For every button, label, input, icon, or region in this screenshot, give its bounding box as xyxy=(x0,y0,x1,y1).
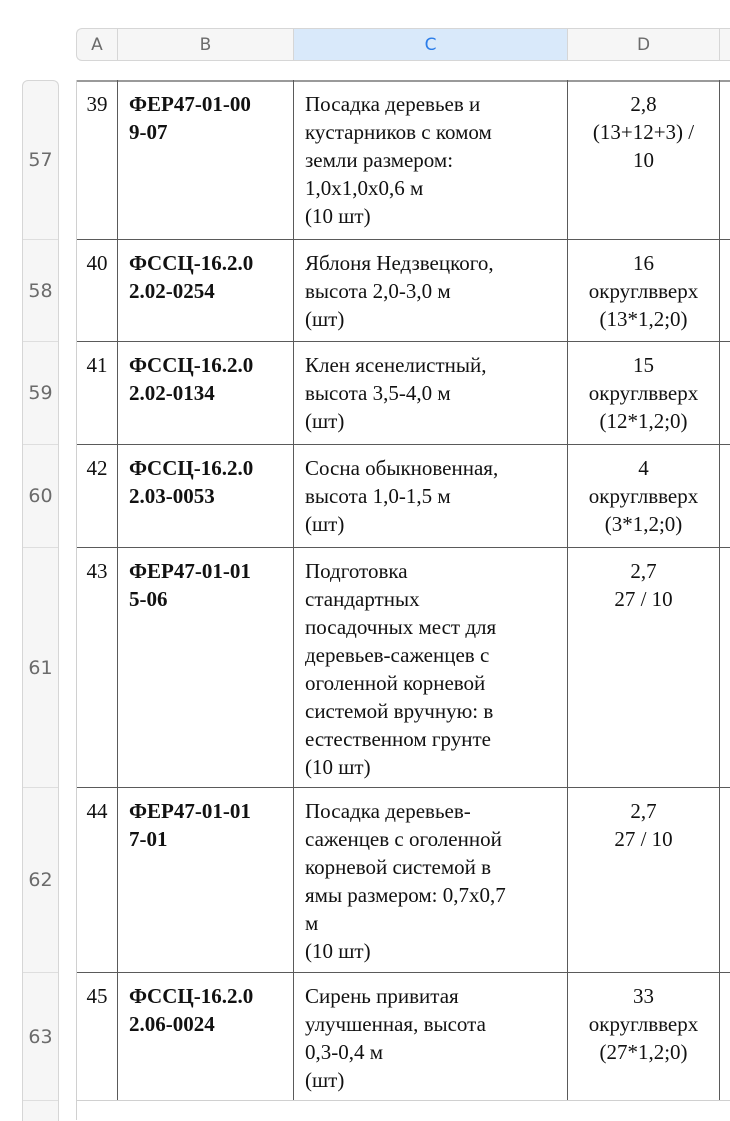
column-header-e[interactable] xyxy=(720,29,730,60)
cell-code[interactable] xyxy=(118,444,294,547)
cell-description[interactable] xyxy=(294,341,568,444)
cell-code-line: 7-01 xyxy=(129,827,168,851)
cell-code-line: 2.06-0024 xyxy=(129,1012,215,1036)
cell-quantity[interactable] xyxy=(568,444,720,547)
cell-description[interactable] xyxy=(294,547,568,787)
cell-quantity-line: округлвверх xyxy=(588,381,699,405)
cell-e[interactable] xyxy=(720,341,730,444)
cell-quantity-line: (13*1,2;0) xyxy=(599,307,688,331)
cell-code-line: 5-06 xyxy=(129,587,168,611)
cell-number[interactable]: 42 xyxy=(77,444,118,547)
cell-quantity-line: (13+12+3) / xyxy=(592,120,695,144)
column-header-a[interactable]: A xyxy=(77,29,118,60)
cell-description-line: 0,3-0,4 м xyxy=(305,1040,384,1064)
cell-e[interactable] xyxy=(720,972,730,1100)
cell-description-line: (шт) xyxy=(305,512,345,536)
cell-description-line: Посадка деревьев- xyxy=(305,799,471,823)
cell-description-line: высота 2,0-3,0 м xyxy=(305,279,451,303)
cell-quantity-line: 16 xyxy=(633,251,654,275)
cell-number[interactable]: 41 xyxy=(77,341,118,444)
cell-code-line: ФЕР47-01-01 xyxy=(129,559,251,583)
column-header-d[interactable]: D xyxy=(568,29,720,60)
table-row xyxy=(77,239,730,342)
cell-quantity-line: (3*1,2;0) xyxy=(604,512,683,536)
cell-description-line: высота 3,5-4,0 м xyxy=(305,381,451,405)
table-row xyxy=(77,80,730,240)
cell-description-line: стандартных xyxy=(305,587,420,611)
row-header-63[interactable]: 63 xyxy=(23,973,58,1101)
cell-code-line: ФЕР47-01-00 xyxy=(129,92,251,116)
cell-number[interactable]: 39 xyxy=(77,80,118,239)
cell-e[interactable] xyxy=(720,787,730,972)
cell-description-line: корневой системой в xyxy=(305,855,492,879)
cell-code-line: ФССЦ-16.2.0 xyxy=(129,251,254,275)
cell-description-line: системой вручную: в xyxy=(305,699,494,723)
spreadsheet-grid xyxy=(76,80,730,1120)
row-header-58[interactable]: 58 xyxy=(23,240,58,342)
cell-e[interactable] xyxy=(720,444,730,547)
cell-description[interactable] xyxy=(294,239,568,341)
cell-quantity-line: 2,7 xyxy=(630,559,657,583)
cell-description[interactable] xyxy=(294,972,568,1100)
cell-quantity-line: 27 / 10 xyxy=(614,827,673,851)
cell-e[interactable] xyxy=(720,80,730,239)
row-header-60[interactable]: 60 xyxy=(23,445,58,548)
cell-quantity-line: 4 xyxy=(638,456,649,480)
cell-description-line: (10 шт) xyxy=(305,755,371,779)
column-header-bar xyxy=(76,28,730,61)
cell-description-line: естественном грунте xyxy=(305,727,491,751)
cell-description-line: (шт) xyxy=(305,409,345,433)
cell-description-line: кустарников с комом xyxy=(305,120,492,144)
cell-quantity-line: округлвверх xyxy=(588,279,699,303)
row-header-61[interactable]: 61 xyxy=(23,548,58,788)
cell-e[interactable] xyxy=(720,239,730,341)
cell-code-line: 9-07 xyxy=(129,120,168,144)
cell-description-line: ямы размером: 0,7x0,7 xyxy=(305,883,506,907)
cell-code-line: 2.02-0254 xyxy=(129,279,215,303)
cell-description-line: (10 шт) xyxy=(305,939,371,963)
cell-code[interactable] xyxy=(118,972,294,1100)
cell-code[interactable] xyxy=(118,239,294,341)
cell-description[interactable] xyxy=(294,787,568,972)
cell-quantity-line: (12*1,2;0) xyxy=(599,409,688,433)
cell-number[interactable]: 44 xyxy=(77,787,118,972)
cell-code-line: ФССЦ-16.2.0 xyxy=(129,456,254,480)
cell-quantity[interactable] xyxy=(568,341,720,444)
cell-description[interactable] xyxy=(294,80,568,239)
cell-code[interactable] xyxy=(118,341,294,444)
cell-description-line: Яблоня Недзвецкого, xyxy=(305,251,494,275)
cell-description-line: (шт) xyxy=(305,1068,345,1092)
cell-quantity-line: 2,8 xyxy=(630,92,657,116)
cell-code-line: ФЕР47-01-01 xyxy=(129,799,251,823)
cell-description-line: Подготовка xyxy=(305,559,408,583)
table-row xyxy=(77,444,730,548)
cell-description-line: Сосна обыкновенная, xyxy=(305,456,499,480)
row-header-59[interactable]: 59 xyxy=(23,342,58,445)
cell-code-line: ФССЦ-16.2.0 xyxy=(129,353,254,377)
cell-description-line: деревьев-саженцев с xyxy=(305,643,490,667)
cell-description[interactable] xyxy=(294,444,568,547)
cell-number[interactable]: 45 xyxy=(77,972,118,1100)
cell-description-line: 1,0x1,0x0,6 м xyxy=(305,176,424,200)
cell-quantity[interactable] xyxy=(568,547,720,787)
cell-quantity-line: (27*1,2;0) xyxy=(599,1040,688,1064)
cell-code-line: ФССЦ-16.2.0 xyxy=(129,984,254,1008)
table-row xyxy=(77,341,730,445)
cell-description-line: (шт) xyxy=(305,307,345,331)
cell-number[interactable]: 43 xyxy=(77,547,118,787)
cell-quantity-line: 15 xyxy=(633,353,654,377)
cell-quantity-line: 27 / 10 xyxy=(614,587,673,611)
column-header-c-selected[interactable]: C xyxy=(294,29,568,60)
cell-code[interactable] xyxy=(118,547,294,787)
table-row xyxy=(77,787,730,973)
cell-quantity-line: 2,7 xyxy=(630,799,657,823)
cell-description-line: Клен ясенелистный, xyxy=(305,353,487,377)
row-header-bar xyxy=(22,80,59,1121)
cell-description-line: (10 шт) xyxy=(305,204,371,228)
cell-quantity-line: округлвверх xyxy=(588,1012,699,1036)
cell-description-line: земли размером: xyxy=(305,148,454,172)
cell-description-line: саженцев с оголенной xyxy=(305,827,502,851)
cell-code-line: 2.02-0134 xyxy=(129,381,215,405)
cell-description-line: м xyxy=(305,911,319,935)
cell-description-line: Посадка деревьев и xyxy=(305,92,481,116)
table-row xyxy=(77,547,730,788)
cell-description-line: улучшенная, высота xyxy=(305,1012,486,1036)
cell-code-line: 2.03-0053 xyxy=(129,484,215,508)
row-header-57[interactable]: 57 xyxy=(23,81,58,240)
cell-quantity-line: 33 xyxy=(633,984,654,1008)
column-header-b[interactable]: B xyxy=(118,29,294,60)
table-row xyxy=(77,972,730,1101)
cell-code[interactable] xyxy=(118,787,294,972)
grid-bottom-rule xyxy=(77,1100,730,1101)
row-header-62[interactable]: 62 xyxy=(23,788,58,973)
cell-description-line: посадочных мест для xyxy=(305,615,497,639)
cell-quantity[interactable] xyxy=(568,972,720,1100)
cell-code[interactable] xyxy=(118,80,294,239)
cell-quantity-line: округлвверх xyxy=(588,484,699,508)
cell-quantity[interactable] xyxy=(568,787,720,972)
cell-description-line: высота 1,0-1,5 м xyxy=(305,484,451,508)
cell-quantity[interactable] xyxy=(568,239,720,341)
cell-description-line: Сирень привитая xyxy=(305,984,459,1008)
cell-number[interactable]: 40 xyxy=(77,239,118,341)
cell-e[interactable] xyxy=(720,547,730,787)
cell-description-line: оголенной корневой xyxy=(305,671,486,695)
cell-quantity-line: 10 xyxy=(633,148,654,172)
cell-quantity[interactable] xyxy=(568,80,720,239)
